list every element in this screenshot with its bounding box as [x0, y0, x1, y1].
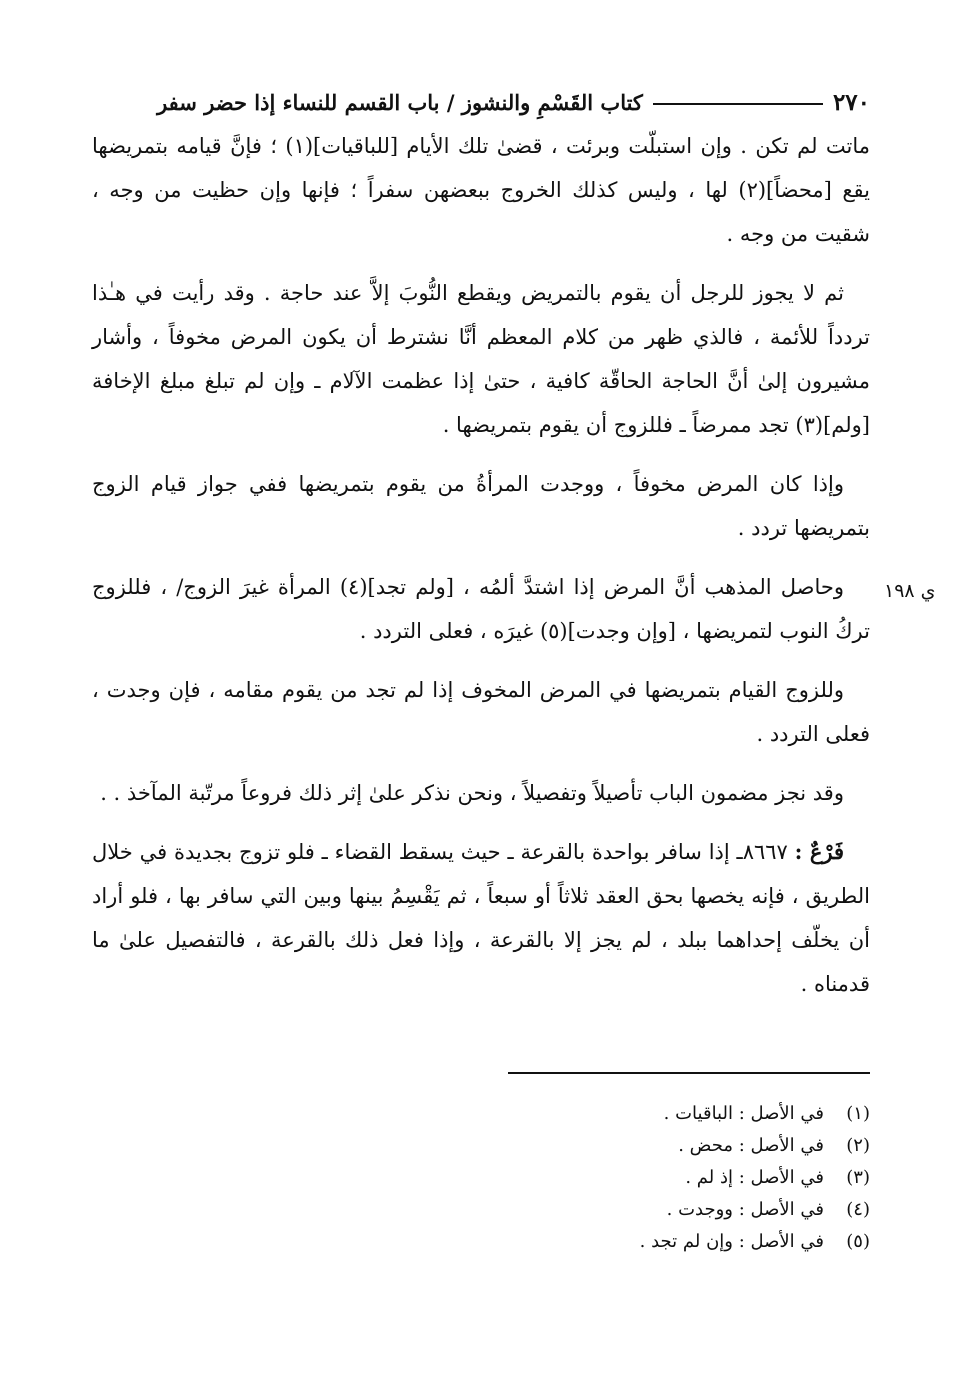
paragraph-5: وللزوج القيام بتمريضها في المرض المخوف إذا لم تجد من يقوم مقامه ، فإن وجدت ، فعلى التردد . [92, 678, 870, 746]
paragraph-2: ثم لا يجوز للرجل أن يقوم بالتمريض ويقطع النُّوبَ إلاَّ عند حاجة . وقد رأيت في هـٰذا تردداً للأئمة ، فالذي ظهر من كلام المعظم أنَّا نشترط أن يكون المرض مخوفاً ، وأشار مشيرون إلىٰ أنَّ الحاجة الحاقّة كافية ، حتىٰ إذا عظمت الآلام ـ وإن لم تبلغ مبلغ الإخافة [ولم](٣) تجد ممرضاً ـ فللزوج أن يقوم بتمريضها . [92, 281, 870, 437]
footnote-3 [480, 1162, 870, 1194]
header-rule [653, 103, 823, 105]
paragraph-3: وإذا كان المرض مخوفاً ، ووجدت المرأةُ من يقوم بتمريضها ففي جواز قيام الزوج بتمريضها تردد . [92, 472, 870, 540]
footnote-rule [508, 1072, 870, 1074]
far-label: فَرْعٌ : [794, 839, 844, 864]
header-title: كتاب القَسْمِ والنشوز / باب القسم للنساء إذا حضر سفر [157, 89, 643, 115]
paragraph-6: وقد نجز مضمون الباب تأصيلاً وتفصيلاً ، ونحن نذكر علىٰ إثر ذلك فروعاً مرتّبة المآخذ . . [100, 781, 844, 805]
footnote-text: في الأصل : محض . [678, 1135, 824, 1156]
footnote-number: (٣) [846, 1167, 870, 1188]
footnote-text: في الأصل : الباقيات . [663, 1103, 824, 1124]
footnote-number: (١) [846, 1103, 870, 1124]
page-number: ٢٧٠ [832, 88, 870, 116]
far-text: ٨٦٦٧ـ إذا سافر بواحدة بالقرعة ـ حيث يسقط القضاء ـ فلو تزوج بجديدة في خلال الطريق ، فإنه يخصها بحق العقد ثلاثاً أو سبعاً ، ثم يَقْسِمُ بينها وبين التي سافر بها ، فلو أراد أن يخلّف إحداهما ببلد ، لم يجز إلا بالقرعة ، وإذا فعل ذلك بالقرعة ، فالتفصيل علىٰ ما قدمناه . [92, 840, 870, 996]
footnotes [480, 1098, 870, 1258]
main-text [92, 124, 870, 1016]
footnote-text: في الأصل : وإن لم تجد . [639, 1231, 824, 1252]
paragraph-4: وحاصل المذهب أنَّ المرض إذا اشتدَّ ألمُه ، [ولم تجد](٤) المرأة غيرَ الزوج/ ، فللزوج تركُ النوب لتمريضها ، [وإن وجدت](٥) غيرَه ، فعلى التردد . [92, 575, 870, 643]
footnote-1 [480, 1098, 870, 1130]
footnote-number: (٢) [846, 1135, 870, 1156]
footnote-number: (٥) [846, 1231, 870, 1252]
margin-page-reference: ي ١٩٨ [884, 580, 936, 602]
running-header [92, 82, 870, 122]
footnote-number: (٤) [846, 1199, 870, 1220]
footnote-4 [480, 1194, 870, 1226]
footnote-5 [480, 1226, 870, 1258]
footnote-text: في الأصل : ووجدت . [666, 1199, 824, 1220]
far-section [92, 830, 870, 1006]
paragraph-1: ماتت لم تكن . وإن استبلّت وبرئت ، قضىٰ تلك الأيام [للباقيات](١) ؛ فإنَّ قيامه بتمريضها يقع [محضاً](٢) لها ، وليس كذلك الخروج ببعضهن سفراً ؛ فإنها وإن حظيت من وجه ، شقيت من وجه . [92, 134, 871, 246]
footnote-text: في الأصل : إذ لم . [685, 1167, 824, 1188]
footnote-2 [480, 1130, 870, 1162]
